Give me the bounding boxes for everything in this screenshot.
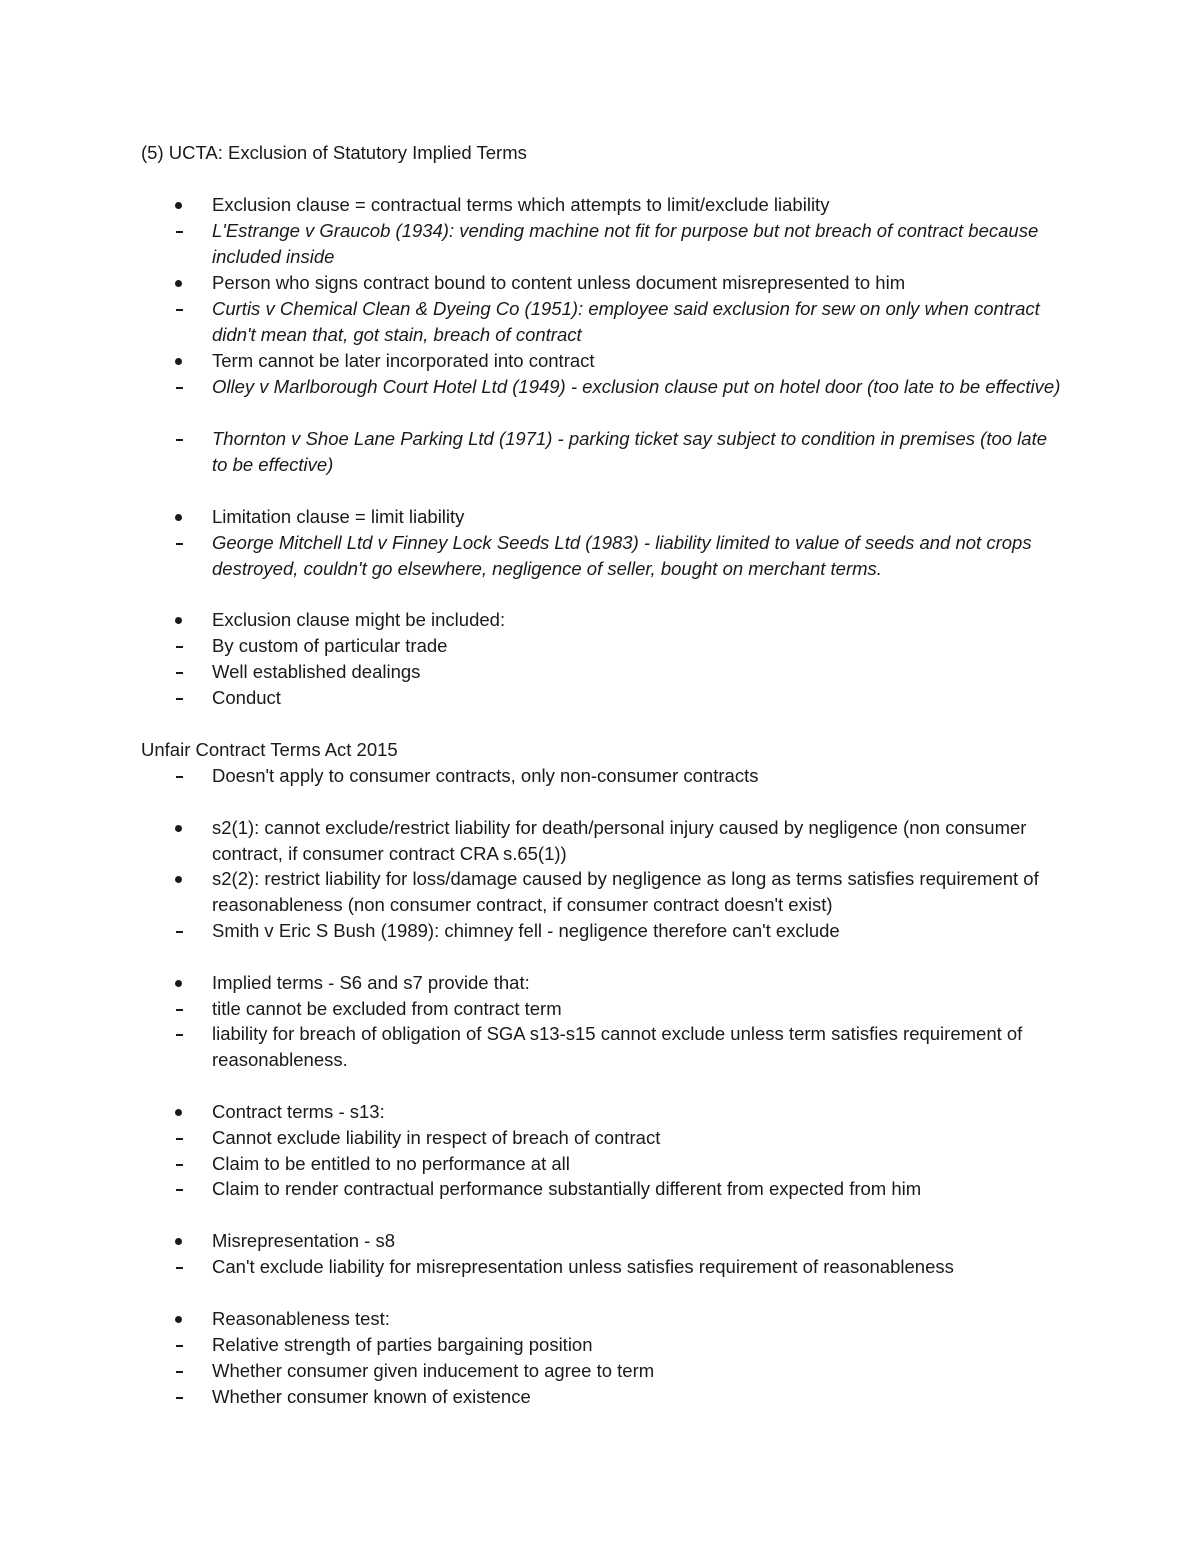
list-item: Exclusion clause = contractual terms which attempts to limit/exclude liability <box>212 194 830 215</box>
list-item: Relative strength of parties bargaining position <box>212 1334 593 1355</box>
case-item: L'Estrange v Graucob (1934): vending machine not fit for purpose but not breach of contract because included inside <box>212 220 1039 267</box>
list-item: Claim to be entitled to no performance at all <box>212 1153 570 1174</box>
list-item: s2(2): restrict liability for loss/damage caused by negligence as long as terms satisfies requirement of reasonableness (non consumer contract, if consumer contract doesn't exist) <box>212 868 1039 915</box>
list-item: Contract terms - s13: <box>212 1101 385 1122</box>
list-item: Term cannot be later incorporated into contract <box>212 350 595 371</box>
case-item: George Mitchell Ltd v Finney Lock Seeds Ltd (1983) - liability limited to value of seeds and not crops destroyed, couldn't go elsewhere, negligence of seller, bought on merchant terms. <box>212 532 1032 579</box>
list-item: Conduct <box>212 687 281 708</box>
list-item: Claim to render contractual performance substantially different from expected from him <box>212 1178 922 1199</box>
list-item: Can't exclude liability for misrepresentation unless satisfies requirement of reasonableness <box>212 1256 954 1277</box>
list-item: Exclusion clause might be included: <box>212 609 506 630</box>
list-item: Limitation clause = limit liability <box>212 506 465 527</box>
list-item: Well established dealings <box>212 661 421 682</box>
list-item: By custom of particular trade <box>212 635 448 656</box>
section-title: Unfair Contract Terms Act 2015 <box>141 739 398 760</box>
list-item: Misrepresentation - s8 <box>212 1230 396 1251</box>
list-item: title cannot be excluded from contract term <box>212 998 562 1019</box>
case-item: Curtis v Chemical Clean & Dyeing Co (1951): employee said exclusion for sew on only when contract didn't mean that, got stain, breach of contract <box>212 298 1040 345</box>
list-item: Person who signs contract bound to content unless document misrepresented to him <box>212 272 906 293</box>
page-heading: (5) UCTA: Exclusion of Statutory Implied Terms <box>141 142 527 163</box>
list-item: Smith v Eric S Bush (1989): chimney fell - negligence therefore can't exclude <box>212 920 840 941</box>
list-item: Reasonableness test: <box>212 1308 390 1329</box>
list-item: Doesn't apply to consumer contracts, only non-consumer contracts <box>212 765 759 786</box>
list-item: Whether consumer known of existence <box>212 1386 531 1407</box>
case-item: Thornton v Shoe Lane Parking Ltd (1971) - parking ticket say subject to condition in premises (too late to be effective) <box>212 428 1048 475</box>
list-item: Whether consumer given inducement to agree to term <box>212 1360 655 1381</box>
list-item: Cannot exclude liability in respect of breach of contract <box>212 1127 661 1148</box>
list-item: s2(1): cannot exclude/restrict liability for death/personal injury caused by negligence (non consumer contract, if consumer contract CRA s.65(1)) <box>212 817 1027 864</box>
list-item: liability for breach of obligation of SGA s13-s15 cannot exclude unless term satisfies requirement of reasonableness. <box>212 1023 1023 1070</box>
case-item: Olley v Marlborough Court Hotel Ltd (1949) - exclusion clause put on hotel door (too late to be effective) <box>212 376 1061 397</box>
list-item: Implied terms - S6 and s7 provide that: <box>212 972 530 993</box>
